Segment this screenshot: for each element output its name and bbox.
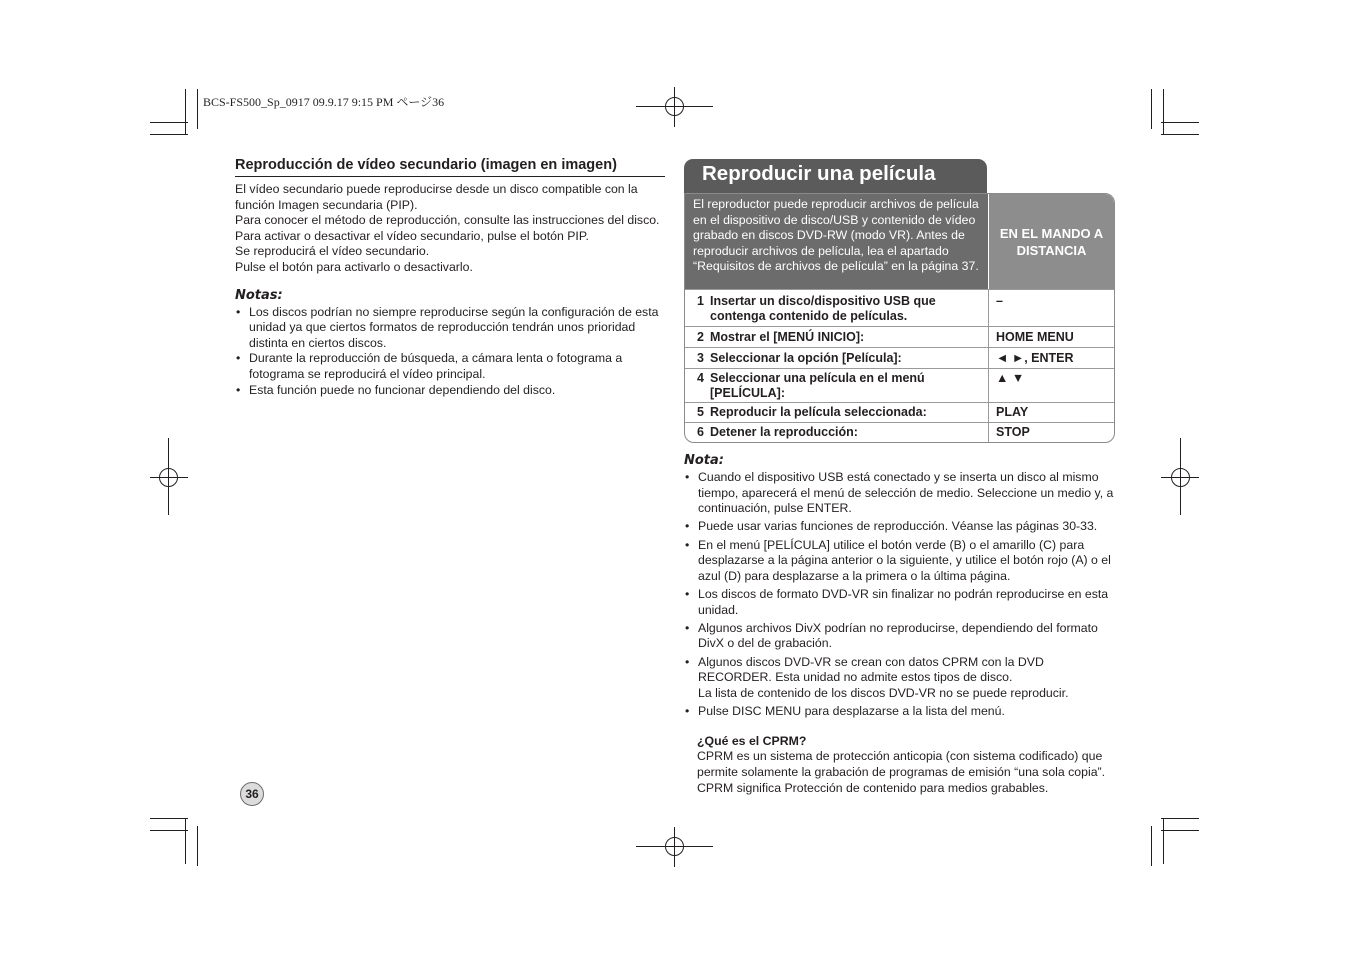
paragraph: Para activar o desactivar el vídeo secundario, pulse el botón PIP. [235,228,589,243]
crop-mark [150,122,188,123]
page-title: Reproducir una película [702,162,936,185]
cprm-title: ¿Qué es el CPRM? [697,734,807,749]
step-action: PLAY [996,405,1029,419]
cprm-text: CPRM es un sistema de protección anticopia (con sistema codificado) que permite solamente la grabación de programas de emisión “una sola copia”. CPRM significa Protección de contenido para medios grabables. [697,749,1106,795]
table-row [685,402,1114,423]
crop-mark [1151,89,1152,129]
table-row [685,347,1114,368]
list-item [684,655,1118,702]
intro-text: El reproductor puede reproducir archivos de película en el dispositivo de disco/USB y contenido de vídeo grabado en discos DVD-RW (modo VR). Antes de reproducir archivos de película, lea el apartado “Requisitos de archivos de película” en la página 37. [685,194,988,289]
crop-mark [1163,818,1164,864]
crop-mark [150,134,188,135]
step-text: Insertar un disco/dispositivo USB que contenga contenido de películas. [710,294,936,323]
step-action: HOME MENU [996,330,1074,344]
table-row [685,422,1114,443]
list-item: • Pulse DISC MENU para desplazarse a la lista del menú. [684,704,1118,720]
paragraph: Para conocer el método de reproducción, consulte las instrucciones del disco. [235,213,660,228]
step-text: Detener la reproducción: [710,425,858,439]
table-row [685,326,1114,347]
step-action: ◄ ►, ENTER [996,351,1074,365]
step-text: Seleccionar la opción [Película]: [710,351,902,365]
title-tab [684,159,987,193]
list-item: • Los discos podrían no siempre reproducirse según la configuración de esta unidad ya que ciertos formatos de reproducción tendrán unos prioridad distinta en ciertos discos. [235,305,665,352]
note-section [684,453,1118,796]
paragraph: Pulse el botón para activarlo o desactivarlo. [235,259,473,274]
crop-mark [1151,826,1152,866]
crop-mark [1161,818,1199,819]
step-number: 5 [697,405,704,419]
step-action: STOP [996,425,1030,439]
list-item: • Algunos archivos DivX podrían no reproducirse, dependiendo del formato DivX o del de grabación. [684,621,1118,652]
crop-mark [1161,134,1199,135]
step-number: 3 [697,351,704,365]
list-item-continuation: La lista de contenido de los discos DVD-VR no se puede reproducir. [698,685,1069,700]
step-text: Mostrar el [MENÚ INICIO]: [710,330,865,344]
list-item: • En el menú [PELÍCULA] utilice el botón verde (B) o el amarillo (C) para desplazarse a la página anterior o la siguiente, y utilice el botón rojo (A) o el azul (D) para desplazarse a la primera o la última página. [684,538,1118,585]
list-item: • Esta función puede no funcionar dependiendo del disco. [235,383,665,399]
print-slug: BCS-FS500_Sp_0917 09.9.17 9:15 PM ページ36 [203,95,445,109]
crop-mark [1161,830,1199,831]
crop-mark [185,818,186,864]
crop-mark [197,89,198,129]
list-item: • Durante la reproducción de búsqueda, a cámara lenta o fotograma a fotograma se reproducirá el vídeo principal. [235,351,665,382]
step-number: 1 [697,294,704,308]
step-number: 6 [697,425,704,439]
list-item-text: Algunos discos DVD-VR se crean con datos CPRM con la DVD RECORDER. Esta unidad no admite estos tipos de disco. [698,654,1044,685]
table-row [685,289,1114,326]
crop-mark [1163,89,1164,135]
list-item: • Puede usar varias funciones de reproducción. Véanse las páginas 30-33. [684,519,1118,535]
notes-list [235,305,665,399]
table-row [685,368,1114,403]
step-action: – [996,294,1003,308]
steps-table [684,193,1115,443]
cprm-box [697,733,1118,796]
table-header: EN EL MANDO A DISTANCIA [988,194,1114,289]
step-number: 4 [697,371,704,385]
crop-mark [150,818,188,819]
crop-mark [185,89,186,135]
list-item: • Los discos de formato DVD-VR sin finalizar no podrán reproducirse en esta unidad. [684,587,1118,618]
note-list [684,470,1118,719]
section-body [235,182,665,276]
page-number-badge: 36 [240,782,264,806]
note-title: Nota: [684,453,724,468]
section-heading: Reproducción de vídeo secundario (imagen en imagen) [235,157,665,177]
crop-mark [1161,122,1199,123]
notes-title: Notas: [235,287,283,303]
paragraph: El vídeo secundario puede reproducirse desde un disco compatible con la función Imagen secundaria (PIP). [235,182,638,212]
step-number: 2 [697,330,704,344]
crop-mark [197,826,198,866]
step-text: Reproducir la película seleccionada: [710,405,927,419]
left-column [235,157,665,398]
paragraph: Se reproducirá el vídeo secundario. [235,244,430,259]
crop-mark [150,830,188,831]
step-text: Seleccionar una película en el menú [PELÍCULA]: [710,371,925,400]
step-action: ▲ ▼ [996,371,1025,385]
list-item: • Cuando el dispositivo USB está conectado y se inserta un disco al mismo tiempo, aparecerá el menú de selección de medio. Seleccione un medio y, a continuación, pulse ENTER. [684,470,1118,517]
